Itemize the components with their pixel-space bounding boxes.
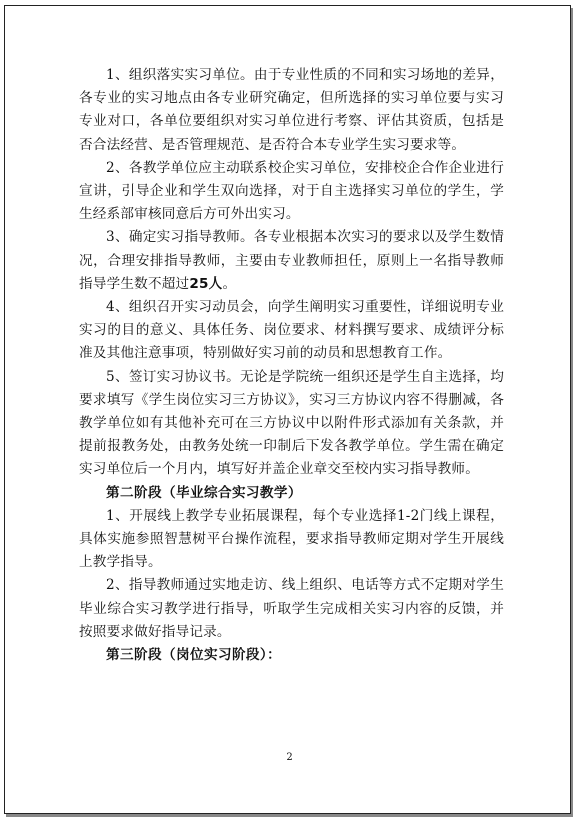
paragraph-4: 4、组织召开实习动员会，向学生阐明实习重要性，详细说明专业实习的目的意义、具体任务、岗位要求、材料撰写要求、成绩评分标准及其他注意事项，特别做好实习前的动员和思想教育工作。	[79, 299, 504, 362]
paragraph-3	[79, 226, 504, 296]
paragraph-2: 2、各教学单位应主动联系校企实习单位，安排校企合作企业进行宣讲，引导企业和学生双向选择，对于自主选择实习单位的学生，学生经系部审核同意后方可外出实习。	[79, 159, 504, 223]
paragraph-5: 5、签订实习协议书。无论是学院统一组织还是学生自主选择，均要求填写《学生岗位实习三方协议》，实习三方协议内容不得删减，各教学单位如有其他补充可在三方协议中以附件形式添加有关条款，并提前报教务处，由教务处统一印制后下发各教学单位。学生需在确定实习单位后一个月内，填写好并盖企业章交至校内实习指导教师。	[79, 368, 504, 478]
paragraph-6: 1、开展线上教学专业拓展课程，每个专业选择1-2门线上课程，具体实施参照智慧树平台操作流程，要求指导教师定期对学生开展线上教学指导。	[79, 507, 504, 571]
section-heading-stage-3: 第三阶段（岗位实习阶段）：	[106, 647, 282, 664]
page-number: 2	[286, 752, 293, 763]
paragraph-3-bold: 25人	[189, 275, 223, 292]
paragraph-7: 2、指导教师通过实地走访、线上组织、电话等方式不定期对学生毕业综合实习教学进行指导，听取学生完成相关实习内容的反馈，并按照要求做好指导记录。	[79, 577, 504, 640]
paragraph-3-text: 3、确定实习指导教师。各专业根据本次实习的要求以及学生数情况，合理安排指导教师，主要由专业教师担任，原则上一名指导教师指导学生数不超过	[79, 229, 504, 292]
document-body	[79, 64, 504, 667]
paragraph-1: 1、组织落实实习单位。由于专业性质的不同和实习场地的差异，各专业的实习地点由各专业研究确定，但所选择的实习单位要与实习专业对口，各单位要组织对实习单位进行考察、评估其资质，包括是否合法经营、是否管理规范、是否符合本专业学生实习要求等。	[79, 67, 504, 153]
paragraph-3-end: 。	[222, 275, 237, 292]
section-heading-stage-2: 第二阶段（毕业综合实习教学）	[106, 484, 302, 501]
